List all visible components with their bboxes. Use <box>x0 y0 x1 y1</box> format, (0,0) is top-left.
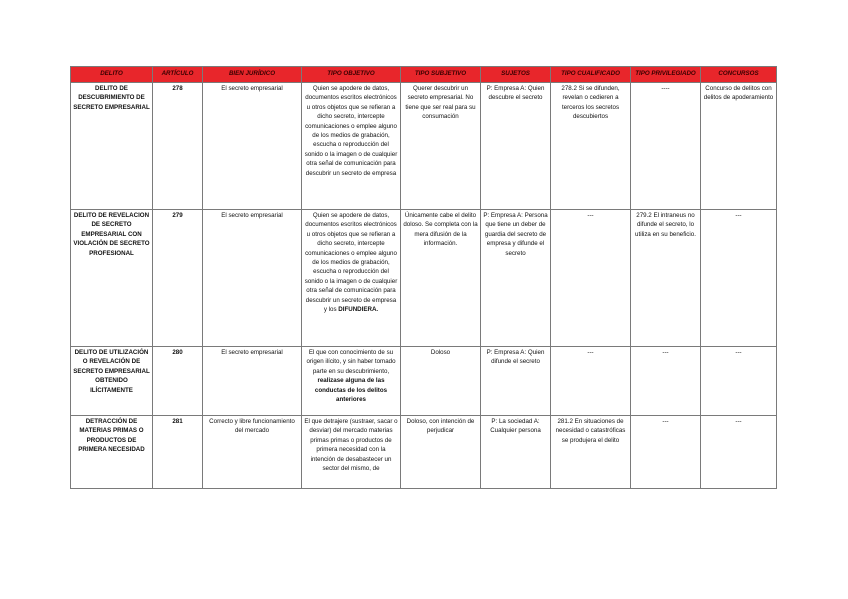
cell-delito: DELITO DE DESCUBRIMIENTO DE SECRETO EMPRESARIAL <box>71 83 153 210</box>
cell-tipo-subjetivo: Querer descubrir un secreto empresarial. No tiene que ser real para su consumación <box>401 83 481 210</box>
cell-tipo-objetivo <box>302 347 401 416</box>
cell-tipo-objetivo: El que detrajere (sustraer, sacar o desviar) del mercado materias primas primas o productos de primera necesidad con la intención de desabastecer un sector del mismo, de <box>302 416 401 489</box>
cell-delito: DELITO DE REVELACION DE SECRETO EMPRESARIAL CON VIOLACIÓN DE SECRETO PROFESIONAL <box>71 210 153 347</box>
cell-concursos: --- <box>701 347 777 416</box>
cell-tipo-objetivo <box>302 210 401 347</box>
cell-tipo-privilegiado: --- <box>631 347 701 416</box>
cell-bien-juridico: El secreto empresarial <box>203 83 302 210</box>
objetivo-text: Quien se apodere de datos, documentos escritos electrónicos u otros objetos que se refieran a dicho secreto, intercepte comunicaciones o emplee alguno de los medios de grabación, escucha o reproducción del sonido o la imagen o de cualquier otra señal de comunicación para descubrir un secreto de empresa y los <box>304 212 398 314</box>
header-tipo-subjetivo: TIPO SUBJETIVO <box>401 67 481 83</box>
cell-concursos: --- <box>701 416 777 489</box>
objetivo-emphasis: DIFUNDIERA. <box>338 306 379 314</box>
cell-tipo-subjetivo: Únicamente cabe el delito doloso. Se completa con la mera difusión de la información. <box>401 210 481 347</box>
cell-bien-juridico: El secreto empresarial <box>203 210 302 347</box>
cell-concursos: --- <box>701 210 777 347</box>
header-articulo: ARTÍCULO <box>153 67 203 83</box>
cell-sujetos: P: La sociedad A: Cualquier persona <box>481 416 551 489</box>
cell-concursos: Concurso de delitos con delitos de apoderamiento <box>701 83 777 210</box>
header-concursos: CONCURSOS <box>701 67 777 83</box>
cell-delito: DETRACCIÓN DE MATERIAS PRIMAS O PRODUCTOS DE PRIMERA NECESIDAD <box>71 416 153 489</box>
cell-tipo-privilegiado: ---- <box>631 83 701 210</box>
header-tipo-cualificado: TIPO CUALIFICADO <box>551 67 631 83</box>
header-row <box>71 67 777 83</box>
cell-tipo-cualificado: 278.2 Si se difunden, revelan o cedieren a terceros los secretos descubiertos <box>551 83 631 210</box>
header-bien-juridico: BIEN JURÍDICO <box>203 67 302 83</box>
cell-bien-juridico: El secreto empresarial <box>203 347 302 416</box>
crimes-table <box>70 66 777 489</box>
header-sujetos: SUJETOS <box>481 67 551 83</box>
header-tipo-privilegiado: TIPO PRIVILEGIADO <box>631 67 701 83</box>
cell-tipo-privilegiado: 279.2 El intraneus no difunde el secreto, lo utiliza en su beneficio. <box>631 210 701 347</box>
cell-tipo-subjetivo: Doloso <box>401 347 481 416</box>
cell-tipo-subjetivo: Doloso, con intención de perjudicar <box>401 416 481 489</box>
cell-sujetos: P: Empresa A: Persona que tiene un deber de guardia del secreto de empresa y difunde el secreto <box>481 210 551 347</box>
objetivo-emphasis: realizase alguna de las conductas de los delitos anteriores <box>314 377 388 404</box>
cell-tipo-privilegiado: --- <box>631 416 701 489</box>
cell-tipo-cualificado: 281.2 En situaciones de necesidad o catastróficas se produjera el delito <box>551 416 631 489</box>
cell-bien-juridico: Correcto y libre funcionamiento del mercado <box>203 416 302 489</box>
objetivo-text: El que con conocimiento de su origen ilícito, y sin haber tomado parte en su descubrimiento, <box>306 349 396 375</box>
cell-sujetos: P: Empresa A: Quien descubre el secreto <box>481 83 551 210</box>
cell-articulo: 281 <box>153 416 203 489</box>
table-row <box>71 83 777 210</box>
header-tipo-objetivo: TIPO OBJETIVO <box>302 67 401 83</box>
cell-tipo-cualificado: --- <box>551 347 631 416</box>
cell-delito: DELITO DE UTILIZACIÓN O REVELACIÓN DE SECRETO EMPRESARIAL OBTENIDO ILÍCITAMENTE <box>71 347 153 416</box>
table-row <box>71 416 777 489</box>
cell-articulo: 279 <box>153 210 203 347</box>
cell-articulo: 280 <box>153 347 203 416</box>
table-row <box>71 347 777 416</box>
cell-articulo: 278 <box>153 83 203 210</box>
cell-tipo-cualificado: --- <box>551 210 631 347</box>
table-row <box>71 210 777 347</box>
header-delito: DELITO <box>71 67 153 83</box>
cell-sujetos: P: Empresa A: Quien difunde el secreto <box>481 347 551 416</box>
cell-tipo-objetivo: Quien se apodere de datos, documentos escritos electrónicos u otros objetos que se refieran a dicho secreto, intercepte comunicaciones o emplee alguno de los medios de grabación, escucha o reproducción del sonido o la imagen o de cualquier otra señal de comunicación para descubrir un secreto de empresa <box>302 83 401 210</box>
